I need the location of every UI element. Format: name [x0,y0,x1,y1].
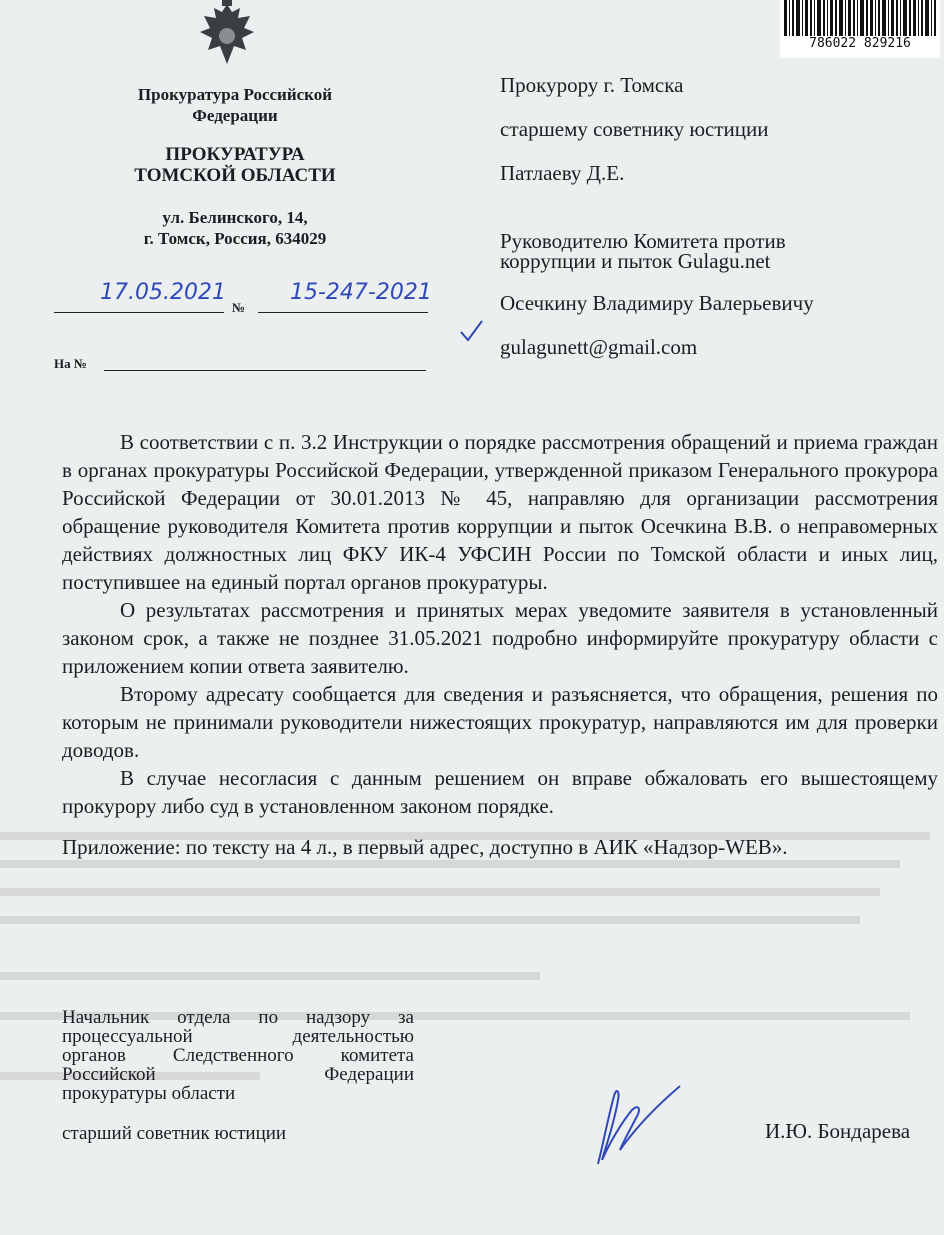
checkmark-icon [458,318,484,344]
title-word: процессуальной [62,1026,193,1047]
sender-office-line2: ТОМСКОЙ ОБЛАСТИ [134,165,336,186]
signatory-rank: старший советник юстиции [62,1123,287,1144]
title-word: за [398,1007,414,1028]
barcode [780,0,940,58]
barcode-number: 786022 829216 [809,36,911,51]
handwritten-signature-icon [580,1080,690,1170]
sender-address [90,207,380,249]
title-word: Российской [62,1064,156,1085]
attachment-note: Приложение: по тексту на 4 л., в первый адрес, доступно в АИК «Надзор-WEB». [62,835,788,859]
sender-address-line2: г. Томск, Россия, 634029 [143,229,327,248]
sender-address-line1: ул. Белинского, 14, [162,208,308,227]
title-word: отдела [177,1007,231,1028]
registration-date: 17.05.2021 [100,280,226,305]
recipient2-line3: Осечкину Владимиру Валерьевичу [500,291,814,315]
sender-org [90,84,380,126]
recipient2-line1: Руководителю Комитета против [500,229,786,253]
registration-number: 15-247-2021 [290,280,432,305]
title-word: надзору [305,1007,371,1028]
double-headed-eagle-emblem-icon [192,0,262,68]
barcode-bars-icon [784,0,936,36]
title-word: по [258,1007,279,1028]
title-word: деятельностью [292,1026,414,1047]
body-paragraph-4: В случае несогласия с данным решением он вправе обжаловать его вышестоящему прокурору либо суд в установленном законом порядке. [62,766,938,818]
sender-org-line2: Федерации [192,106,278,125]
bleed-through-shadow [0,812,944,1172]
title-line5: прокуратуры области [62,1083,236,1104]
recipient1-line3: Патлаеву Д.Е. [500,161,625,185]
recipient1-line2: старшему советнику юстиции [500,117,769,141]
body-paragraph-1: В соответствии с п. 3.2 Инструкции о порядке рассмотрения обращений и приема граждан в органах прокуратуры Российской Федерации, утвержденной приказом Генерального прокурора Российской Федерации от 30.01.2013 № 45, направляю для организации рассмотрения обращение руководителя Комитета против коррупции и пыток Осечкина В.В. о неправомерных действиях должностных лиц ФКУ ИК-4 УФСИН России по Томской области и иных лиц, поступившее на единый портал органов прокуратуры. [62,430,938,594]
recipient-email: gulagunett@gmail.com [500,335,698,359]
recipient2-line2: коррупции и пыток Gulagu.net [500,249,771,273]
sender-office-line1: ПРОКУРАТУРА [165,144,305,165]
number-label: № [232,300,246,315]
title-word: органов [62,1045,126,1066]
sender-org-line1: Прокуратура Российской [137,85,333,104]
title-word: Федерации [324,1064,414,1085]
title-word: Начальник [62,1007,150,1028]
body-paragraph-3: Второму адресату сообщается для сведения и разъясняется, что обращения, решения по которым не принимали руководители нижестоящих прокуратур, направляются им для проверки доводов. [62,682,938,762]
letter-body [62,428,938,861]
sender-office [90,144,380,186]
reply-ref-label: На № [54,356,87,371]
date-underline [54,312,224,313]
recipient1-line1: Прокурору г. Томска [500,73,684,97]
title-word: Следственного [172,1045,294,1066]
body-paragraph-2: О результатах рассмотрения и принятых мерах уведомите заявителя в установленный законом срок, а также не позднее 31.05.2021 подробно информируйте прокуратуру области с приложением копии ответа заявителю. [62,598,938,678]
title-word: комитета [340,1045,414,1066]
number-underline [258,312,428,313]
signatory-name: И.Ю. Бондарева [765,1119,911,1143]
reply-ref-underline [104,370,426,371]
signatory-title [62,1008,414,1103]
